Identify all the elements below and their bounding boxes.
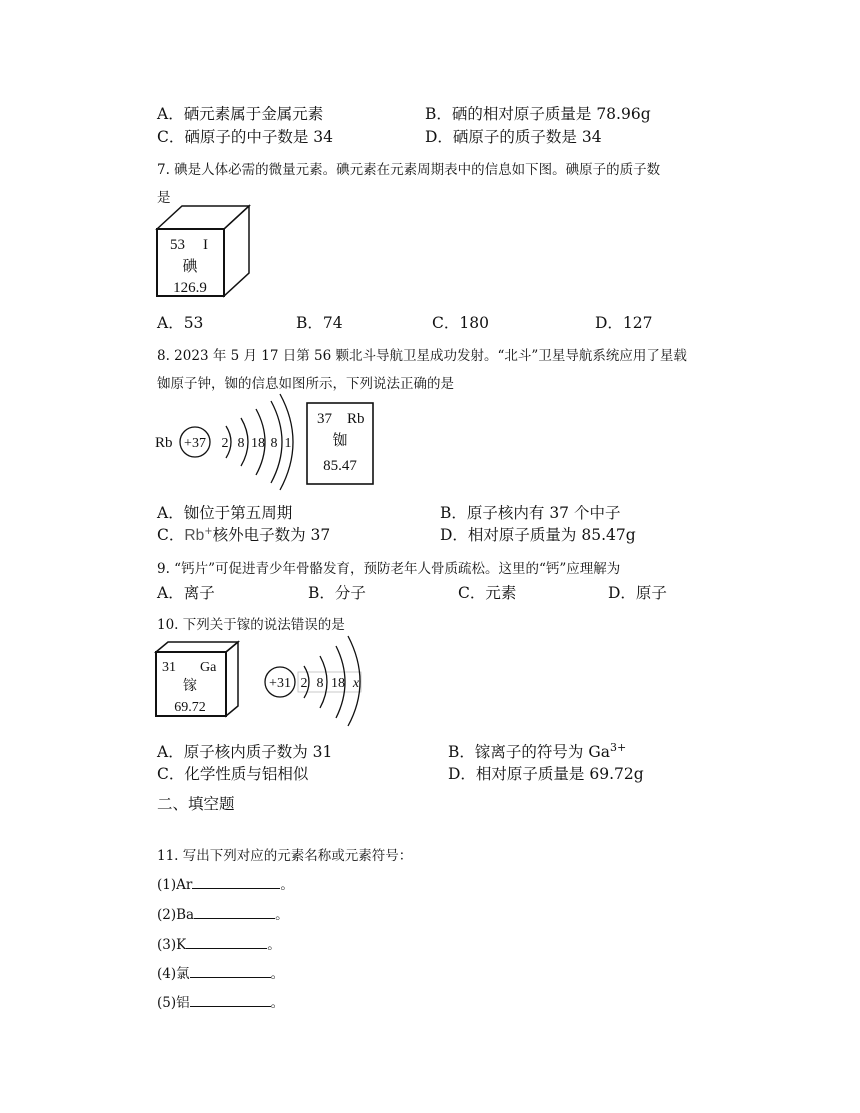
q10-tile-mass: 69.72 xyxy=(174,700,206,715)
q7-option-c: C．180 xyxy=(432,314,489,332)
q11-item-4: (4)氯 。 xyxy=(157,966,285,982)
q8-shell-1: 2 xyxy=(221,436,229,451)
q7-stem-line1: 7. 碘是人体必需的微量元素。碘元素在元素周期表中的信息如下图。碘原子的质子数 xyxy=(157,162,661,178)
q8-option-b: B．原子核内有 37 个中子 xyxy=(440,504,621,522)
q6-option-a: A．硒元素属于金属元素 xyxy=(157,105,324,123)
q8-atom-symbol: Rb xyxy=(155,435,173,451)
q11-blank-5[interactable] xyxy=(190,993,271,1007)
q8-tile-mass: 85.47 xyxy=(323,458,357,474)
q9-option-a: A．离子 xyxy=(157,584,215,602)
q7-iodine-tile xyxy=(150,200,260,305)
q8-atom-nucleus: +37 xyxy=(184,436,206,451)
q11-blank-1[interactable] xyxy=(192,875,280,889)
q10-atom-nucleus: +31 xyxy=(269,676,291,691)
q10-option-b: B．镓离子的符号为 $Ga^{3+}$ xyxy=(448,740,627,761)
q8-option-c-charge: + xyxy=(204,525,213,537)
q7-stem-line2: 是 xyxy=(157,190,171,206)
q11-item-3: (3)K 。 xyxy=(157,937,281,953)
q8-option-a: A．铷位于第五周期 xyxy=(157,504,293,522)
q7-tile-name: 碘 xyxy=(182,259,198,275)
q7-option-b: B．74 xyxy=(296,314,343,332)
q8-tile-name: 铷 xyxy=(332,433,348,449)
q8-tile-symbol: Rb xyxy=(347,411,365,427)
q7-option-a: A．53 xyxy=(157,314,204,332)
q8-tile-number: 37 xyxy=(317,411,332,427)
q6-option-d: D．硒原子的质子数是 34 xyxy=(425,128,602,146)
q8-shell-3: 18 xyxy=(251,436,265,451)
q8-option-c: C．Rb+核外电子数为 37 xyxy=(157,525,331,544)
q8-shell-4: 8 xyxy=(270,436,278,451)
q10-option-c: C．化学性质与铝相似 xyxy=(157,765,309,783)
q9-option-c: C．元素 xyxy=(458,584,517,602)
q6-option-c: C．硒原子的中子数是 34 xyxy=(157,128,334,146)
q11-stem: 11. 写出下列对应的元素名称或元素符号： xyxy=(157,848,413,864)
q8-rb-tile xyxy=(305,400,377,488)
q10-ga-tile xyxy=(150,638,245,720)
q11-blank-4[interactable] xyxy=(190,964,271,978)
q9-stem: 9. “钙片”可促进青少年骨骼发育，预防老年人骨质疏松。这里的“钙”应理解为 xyxy=(157,561,621,577)
q10-option-b-charge: 3+ xyxy=(609,740,627,754)
section-title: 二、填空题 xyxy=(157,795,235,813)
q8-rb-atom-diagram xyxy=(150,390,305,495)
q10-shell-3: 18 xyxy=(331,676,345,691)
q8-option-c-ion: Rb xyxy=(184,527,205,544)
q11-blank-2[interactable] xyxy=(194,905,275,919)
q8-shell-5: 1 xyxy=(284,436,292,451)
q7-tile-symbol: I xyxy=(203,237,208,253)
q8-stem-line1: 8. 2023 年 5 月 17 日第 56 颗北斗导航卫星成功发射。“北斗”卫星导航系统应用了星载 xyxy=(157,348,687,364)
q6-option-b: B．硒的相对原子质量是 78.96g xyxy=(425,105,651,123)
q7-option-d: D．127 xyxy=(595,314,653,332)
q8-shell-2: 8 xyxy=(237,436,245,451)
q10-option-a: A．原子核内质子数为 31 xyxy=(157,743,333,761)
q10-tile-name: 镓 xyxy=(183,679,197,694)
q11-item-5: (5)铝 。 xyxy=(157,995,285,1011)
q10-shell-2: 8 xyxy=(316,676,324,691)
q10-shell-1: 2 xyxy=(300,676,308,691)
q7-tile-number: 53 xyxy=(170,237,185,253)
q10-stem: 10. 下列关于镓的说法错误的是 xyxy=(157,617,345,633)
q9-option-b: B．分子 xyxy=(308,584,366,602)
q9-option-d: D．原子 xyxy=(608,584,667,602)
q8-option-d: D．相对原子质量为 85.47g xyxy=(440,526,636,544)
q10-ga-atom-diagram xyxy=(260,632,370,728)
q11-blank-3[interactable] xyxy=(186,935,267,949)
q7-tile-mass: 126.9 xyxy=(173,280,207,296)
q11-item-2: (2)Ba 。 xyxy=(157,907,289,923)
q11-item-1: (1)Ar 。 xyxy=(157,877,294,893)
q10-tile-number: 31 xyxy=(162,660,176,675)
q10-option-d: D．相对原子质量是 69.72g xyxy=(448,765,644,783)
q10-shell-4: x xyxy=(352,676,360,691)
q8-stem-line2: 铷原子钟，铷的信息如图所示，下列说法正确的是 xyxy=(157,376,454,392)
q10-tile-symbol: Ga xyxy=(200,660,217,675)
